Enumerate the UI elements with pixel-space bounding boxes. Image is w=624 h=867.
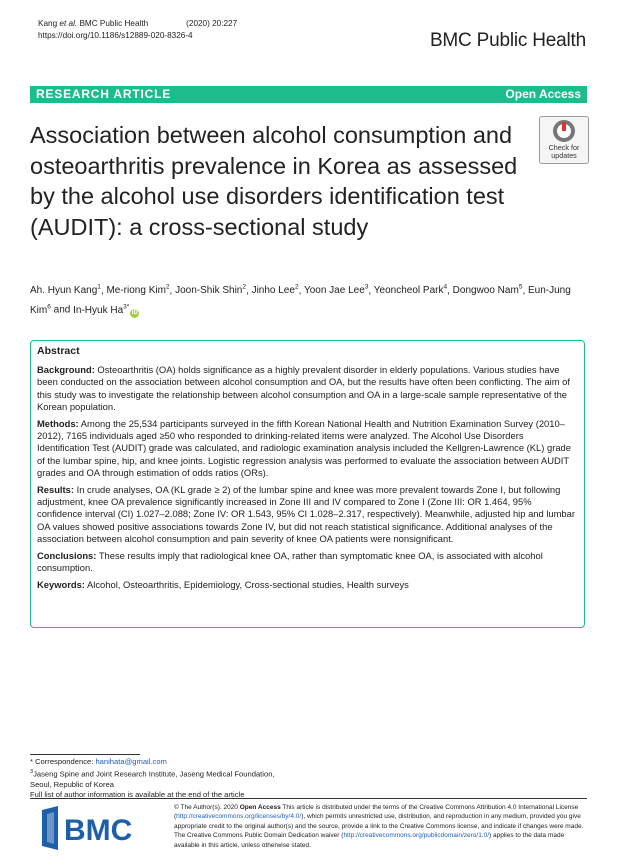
correspondence-email-link[interactable]: hanihata@gmail.com: [95, 757, 167, 766]
author[interactable]: Joon-Shik Shin$^2$: [175, 284, 246, 297]
bmc-logo-text: BMC: [64, 814, 133, 847]
footnotes: [30, 754, 300, 800]
authors-and: and: [53, 304, 71, 316]
check-for-updates-icon: [553, 120, 575, 142]
cc0-waiver-link[interactable]: http://creativecommons.org/publicdomain/zero/1.0/: [343, 832, 490, 840]
running-header: [38, 18, 237, 42]
article-type-banner: [30, 86, 587, 103]
abstract-results: Results: In crude analyses, OA (KL grade ≥ 2) of the lumbar spine and knee was more prevalent towards Zone I, but following adjustment, knee OA prevalence significantly increased in Zone III and IV compared to Zone I (Zone III: OR 1.464, 95% confidence interval (CI) 1.027–2.088; Zone IV: OR 1.543, 95% CI 1.028–2.317, respectively). Meanwhile, adjusted hip and lumbar OA values showed positive associations towards Zone IV, but did not reach statistical significance. Additional analyses of the association between alcohol consumption and pain severity of knee OA patients were nonsignificant.: [37, 484, 575, 544]
author[interactable]: Eun-Jung Kim$^6$: [30, 285, 571, 316]
abstract-box: [30, 340, 585, 628]
citation-etal: et al.: [59, 19, 78, 28]
author[interactable]: In-Hyuk $Ha^{3*}$: [73, 303, 130, 316]
open-access-label: Open Access: [505, 87, 581, 101]
article-type: RESEARCH ARTICLE: [36, 87, 172, 101]
citation-line: [38, 18, 237, 30]
check-for-updates-label: Check for updates: [548, 143, 580, 160]
abstract-methods: Methods: Among the 25,534 participants surveyed in the fifth Korean National Health and Nutrition Examination Survey (2010–2012), 7165 individuals aged ≥50 who responded to drinking-related items were analyzed. The Alcohol Use Disorders Identification Test (AUDIT) grade was calculated, and radiologic examination analysis included the Kellgren-Lawrence (KL) grade of the lumbar spine, hip, and knee joints. Logistic regression analysis was performed to evaluate the association between AUDIT grades and OA through estimation of odds ratios (ORs).: [37, 418, 571, 478]
author[interactable]: Dongwoo Nam$^5$: [452, 284, 523, 297]
abstract-background: Background: Osteoarthritis (OA) holds significance as a highly prevalent disorder in elderly populations. Various studies have been conducted on the association between alcohol consumption and OA, but the results have often been conflicting. The aim of this study was to investigate the relationship between alcohol consumption and OA in a large-scale sample representative of the Korean population.: [37, 364, 570, 412]
citation-authors: Kang: [38, 19, 60, 28]
footer-rule: [30, 798, 587, 799]
citation-journal: BMC Public Health: [77, 19, 149, 28]
orcid-icon[interactable]: iD: [131, 309, 138, 316]
doi-link[interactable]: https://doi.org/10.1186/s12889-020-8326-4: [38, 31, 193, 40]
abstract-heading: Abstract: [37, 345, 80, 357]
affiliation-line2: Seoul, Republic of Korea: [30, 779, 115, 789]
author[interactable]: Ah. Hyun Kang$^1$: [30, 284, 101, 297]
author[interactable]: Yeoncheol Park$^4$: [373, 284, 448, 297]
cc-by-license-link[interactable]: http://creativecommons.org/licenses/by/4.0/: [176, 813, 302, 821]
author[interactable]: Jinho Lee$^2$: [251, 284, 299, 297]
author[interactable]: Me-riong Kim$^2$: [106, 284, 170, 297]
journal-name: BMC Public Health: [429, 30, 586, 51]
affiliation: $^3$Jaseng Spine and Joint Research Institute, Jaseng Medical Foundation,: [30, 769, 275, 779]
footnote-rule: [30, 754, 140, 755]
author[interactable]: Yoon Jae Lee$^3$: [303, 284, 369, 297]
abstract-conclusions: Conclusions: These results imply that radiological knee OA, rather than symptomatic knee OA, is associated with alcohol consumption.: [37, 550, 543, 574]
abstract-keywords: Keywords: Alcohol, Osteoarthritis, Epidemiology, Cross-sectional studies, Health surveys: [37, 579, 409, 591]
full-author-info-note: Full list of author information is available at the end of the article: [30, 790, 245, 800]
article-title: Association between alcohol consumption and osteoarthritis prevalence in Korea as assessed by the alcohol use disorders identification test (AUDIT): a cross-sectional study: [30, 122, 518, 240]
bmc-logo: [38, 802, 158, 854]
citation-year: (2020) 20:227: [186, 19, 238, 28]
check-for-updates-button[interactable]: [539, 116, 589, 164]
correspondence: * Correspondence: hanihata@gmail.com: [30, 757, 167, 766]
author-list: Ah. Hyun Kang$^1$, Me-riong Kim$^2$, Joon-Shik Shin$^2$, Jinho Lee$^2$, Yoon Jae Lee$^3$, Yeoncheol Park$^4$, Dongwoo Nam$^5$, Eun-Jung Kim$^6$ and In-Hyuk $Ha^{3*}iD$: [30, 284, 571, 316]
license-statement: © The Author(s). 2020 Open Access This article is distributed under the terms of the Creative Commons Attribution 4.0 International License (http://creativecommons.org/licenses/by/4.0/), which permits unrestricted use, distribution, and reproduction in any medium, provided you give appropriate credit to the original author(s) and the source, provide a link to the Creative Commons license, and indicate if changes were made. The Creative Commons Public Domain Dedication waiver (http://creativecommons.org/publicdomain/zero/1.0/) applies to the data made available in this article, unless otherwise stated.: [174, 804, 584, 849]
